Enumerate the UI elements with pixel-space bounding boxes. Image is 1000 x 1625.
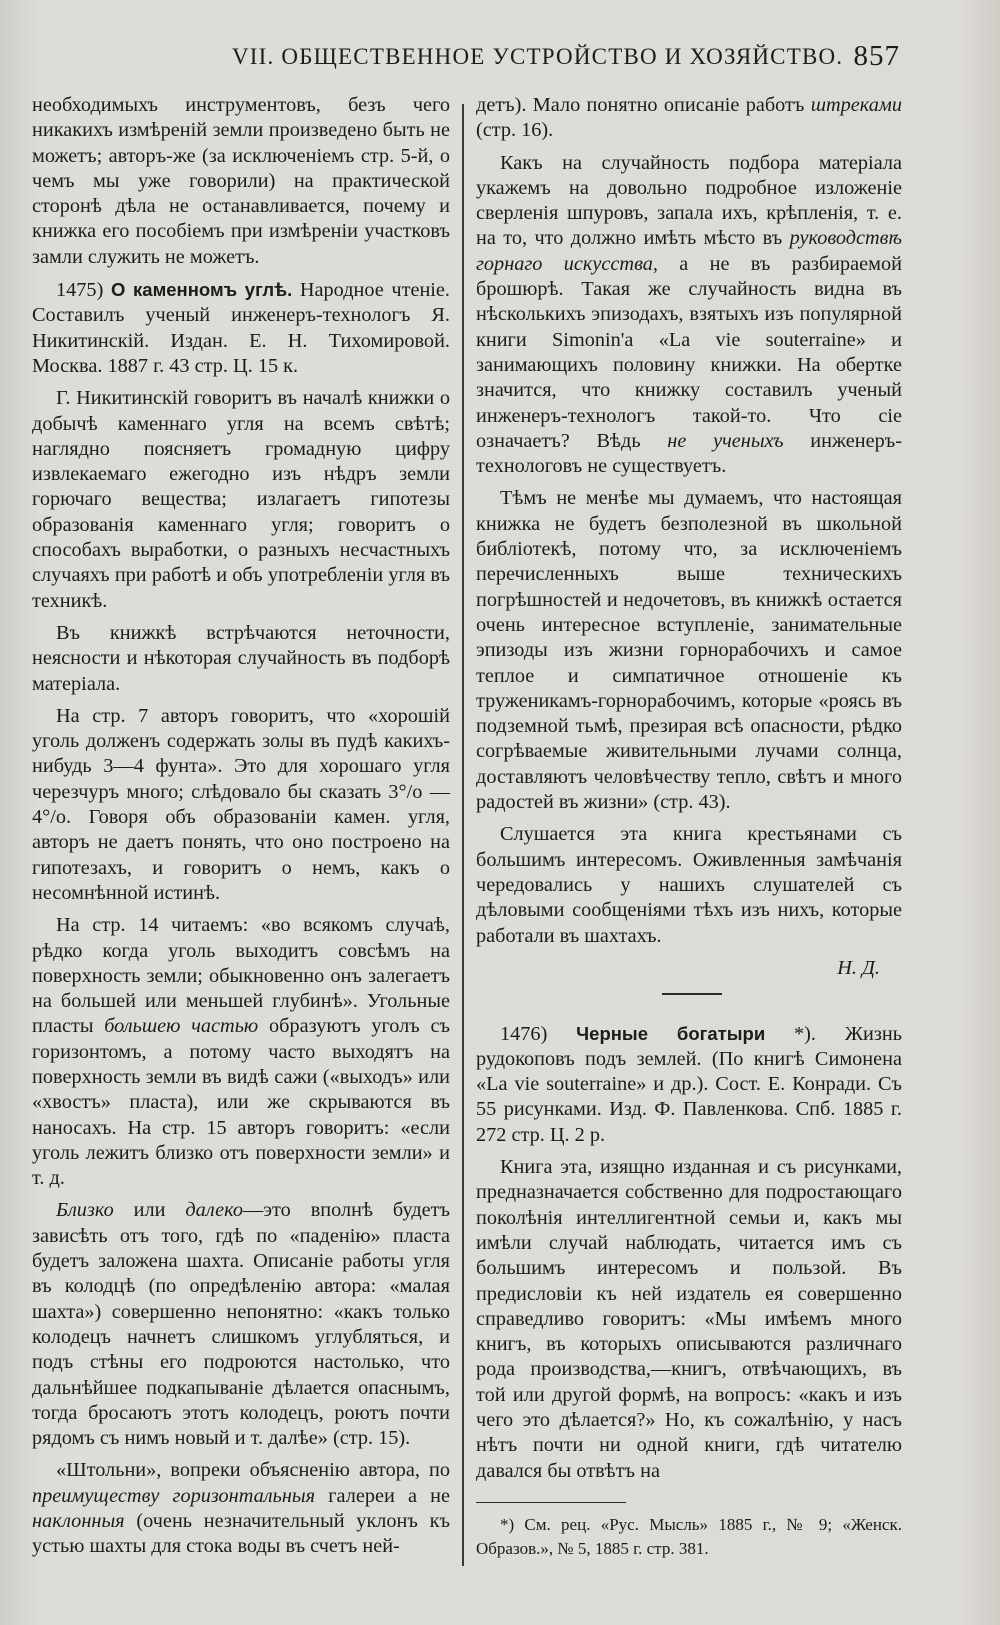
italic-run: не ученыхъ: [667, 429, 784, 452]
italic-run: Близко: [56, 1199, 114, 1222]
running-head: VII. ОБЩЕСТВЕННОЕ УСТРОЙСТВО И ХОЗЯЙСТВО.: [232, 44, 844, 69]
footnote-rule: [476, 1502, 626, 1503]
text-run: галереи а не: [315, 1484, 450, 1507]
footnote-mark: *).: [765, 1022, 816, 1045]
italic-run: наклонныя: [32, 1510, 125, 1533]
paragraph: Въ книжкѣ встрѣчаются неточности, неясности и нѣкоторая случайность въ подборѣ матеріала.: [32, 621, 450, 695]
right-column: [476, 93, 902, 1568]
entry-title: О каменномъ углѣ.: [110, 279, 293, 301]
italic-run: большею частью: [104, 1015, 259, 1038]
footnote: *) См. рец. «Рус. Мысль» 1885 г., № 9; «Женск. Образов.», № 5, 1885 г. стр. 381.: [476, 1514, 902, 1558]
text-run: (очень незначительный уклонъ къ устью шахты для стока воды въ счетъ ней-: [32, 1510, 450, 1558]
paragraph: На стр. 7 авторъ говоритъ, что «хорошій уголь долженъ содержать золы въ пудѣ какихъ-нибудь 3—4 фунта». Это для хорошаго угля черезчуръ много; слѣдовало бы сказать 3°/о — 4°/о. Говоря объ образованіи камен. угля, авторъ не даетъ понять, что оно построено на гипотезахъ, и говоритъ о немъ, какъ о несомнѣнной истинѣ.: [32, 704, 450, 904]
section-rule: [662, 993, 722, 995]
paragraph: Г. Никитинскій говоритъ въ началѣ книжки о добычѣ каменнаго угля на всемъ свѣтѣ; наглядно поясняетъ громадную цифру извлекаемаго ежегодно изъ нѣдръ земли горючаго вещества; излагаетъ гипотезы образованія каменнаго угля; говоритъ о способахъ выработки, о разныхъ несчастныхъ случаяхъ при работѣ и объ употребленіи угля въ техникѣ.: [32, 387, 450, 612]
text-run: На стр. 14 читаемъ: «во всякомъ случаѣ, рѣдко когда уголь выходитъ совсѣмъ на поверхность земли; обыкновенно онъ залегаетъ на большей или меньшей глубинѣ». Угольные пласты: [32, 914, 450, 1038]
text-run: , а не въ разбираемой брошюрѣ. Такая же случайность видна въ нѣсколькихъ эпизодахъ, взятыхъ изъ популярной книги Simonin'a «La vie souterraine» и занимающихъ половину книжки. На обертке значится, что книжку составилъ ученый инженеръ-технологъ такой-то. Что сіе означаетъ? Вѣдь: [476, 252, 902, 452]
text-run: инженеръ-технологовъ не существуетъ.: [476, 429, 902, 478]
text-run: образуютъ уголъ съ горизонтомъ, а потому часто выходятъ на поверхность земли въ видѣ сажи («выходъ» или «хвостъ» пласта), или же скрываются въ наносахъ. На стр. 15 авторъ говоритъ: «если уголь лежитъ близко отъ поверхности земли» и т. д.: [32, 1015, 451, 1190]
entry-1475: [32, 277, 450, 379]
paragraph: [476, 151, 902, 480]
page-number: 857: [853, 40, 900, 72]
paragraph: [476, 93, 902, 144]
entry-number: 1476): [500, 1022, 548, 1045]
left-column: [32, 93, 450, 1567]
paragraph: необходимыхъ инструментовъ, безъ чего никакихъ измѣреній земли произведено быть не можетъ; авторъ-же (за исключеніемъ стр. 5-й, о чемъ мы уже говорили) на практической сторонѣ дѣла не останавливается, почему и книжка его пособіемъ при измѣреніи участковъ замли служить не можетъ.: [32, 94, 450, 268]
paragraph: [32, 1458, 450, 1559]
paragraph: Книга эта, изящно изданная и съ рисунками, предназначается собственно для подростающаго поколѣнія интеллигентной семьи и, какъ мы имѣли случай наблюдать, читается имъ съ большимъ интересомъ и пользой. Въ предисловіи къ ней издатель ея совершенно справедливо говоритъ: «Мы имѣемъ много книгъ, въ которыхъ описываются различнаго рода производства,—книгъ, отвѣчающихъ, въ той или другой формѣ, на вопросъ: «какъ и изъ чего это дѣлается?» Но, къ сожалѣнію, у насъ нѣтъ почти ни одной книги, гдѣ читателю давался бы отвѣтъ на: [476, 1156, 902, 1482]
entry-bibliography: Народное чтеніе. Составилъ ученый инженеръ-технологъ Я. Никитинскій. Издан. Е. Н. Тихомировой. Москва. 1887 г. 43 стр. Ц. 15 к.: [32, 279, 451, 377]
paragraph: Слушается эта книга крестьянами съ большимъ интересомъ. Оживленныя замѣчанія чередовались у нашихъ слушателей съ дѣловыми сообщеніями тѣхъ изъ нихъ, которые работали въ шахтахъ.: [476, 823, 902, 947]
text-run: Какъ на случайность подбора матеріала укажемъ на довольно подробное изложеніе сверленія шпуровъ, запала ихъ, крѣпленія, т. е. на то, что должно имѣть мѣсто въ: [476, 151, 902, 250]
text-run: —это вполнѣ будетъ зависѣть отъ того, гдѣ по «паденію» пласта будетъ заложена шахта. Описаніе работы угля въ колодцѣ (по опредѣленію автора: «малая шахта») совершенно непонятно: «какъ только колодецъ начнетъ слишкомъ углубляться, и подъ стѣны его подроются настолько, что дальнѣйшее подкапываніе дѣлается опаснымъ, тогда бросаютъ этотъ колодецъ, роютъ почти рядомъ съ нимъ новый и т. далѣе» (стр. 15).: [32, 1199, 450, 1450]
italic-run: далеко: [185, 1199, 244, 1222]
italic-run: руководствѣ горнаго искусства: [476, 227, 902, 275]
italic-run: штреками: [810, 94, 902, 116]
text-run: «Штольни», вопреки объясненію автора, по: [56, 1459, 450, 1482]
text-run: (стр. 16).: [476, 119, 554, 142]
text-run: или: [113, 1199, 186, 1222]
signature: Н. Д.: [837, 956, 880, 979]
paragraph: Тѣмъ не менѣе мы думаемъ, что настоящая книжка не будетъ безполезной въ школьной библіотекѣ, потому что, за исключеніемъ перечисленныхъ выше техническихъ погрѣшностей и недочетовъ, въ книжкѣ остается очень интересное вступленіе, занимательные эпизоды изъ жизни горнорабочихъ и самое теплое и симпатичное отношеніе къ труженикамъ-горнорабочимъ, которые «роясь въ подземной тьмѣ, презирая всѣ опасности, рѣдко согрѣваемые живительными лучами солнца, доставляютъ человѣчеству тепло, свѣтъ и много радостей въ жизни» (стр. 43).: [476, 487, 902, 814]
text-run: детъ). Мало понятно описаніе работъ: [476, 94, 811, 116]
paragraph: [32, 1198, 450, 1451]
entry-1476: [476, 1021, 902, 1148]
entry-title: Черные богатыри: [576, 1022, 766, 1044]
italic-run: преимуществу горизонтальныя: [32, 1484, 316, 1507]
entry-number: 1475): [56, 279, 104, 302]
page-header: [0, 40, 1000, 80]
entry-bibliography: Жизнь рудокоповъ подъ землей. (По книгѣ Симонена «La vie souterraine» и др.). Сост. Е. Конради. Съ 55 рисунками. Изд. Ф. Павленкова. Спб. 1885 г. 272 стр. Ц. 2 р.: [476, 1022, 902, 1146]
paragraph: [32, 913, 450, 1191]
column-divider: [462, 104, 464, 1566]
